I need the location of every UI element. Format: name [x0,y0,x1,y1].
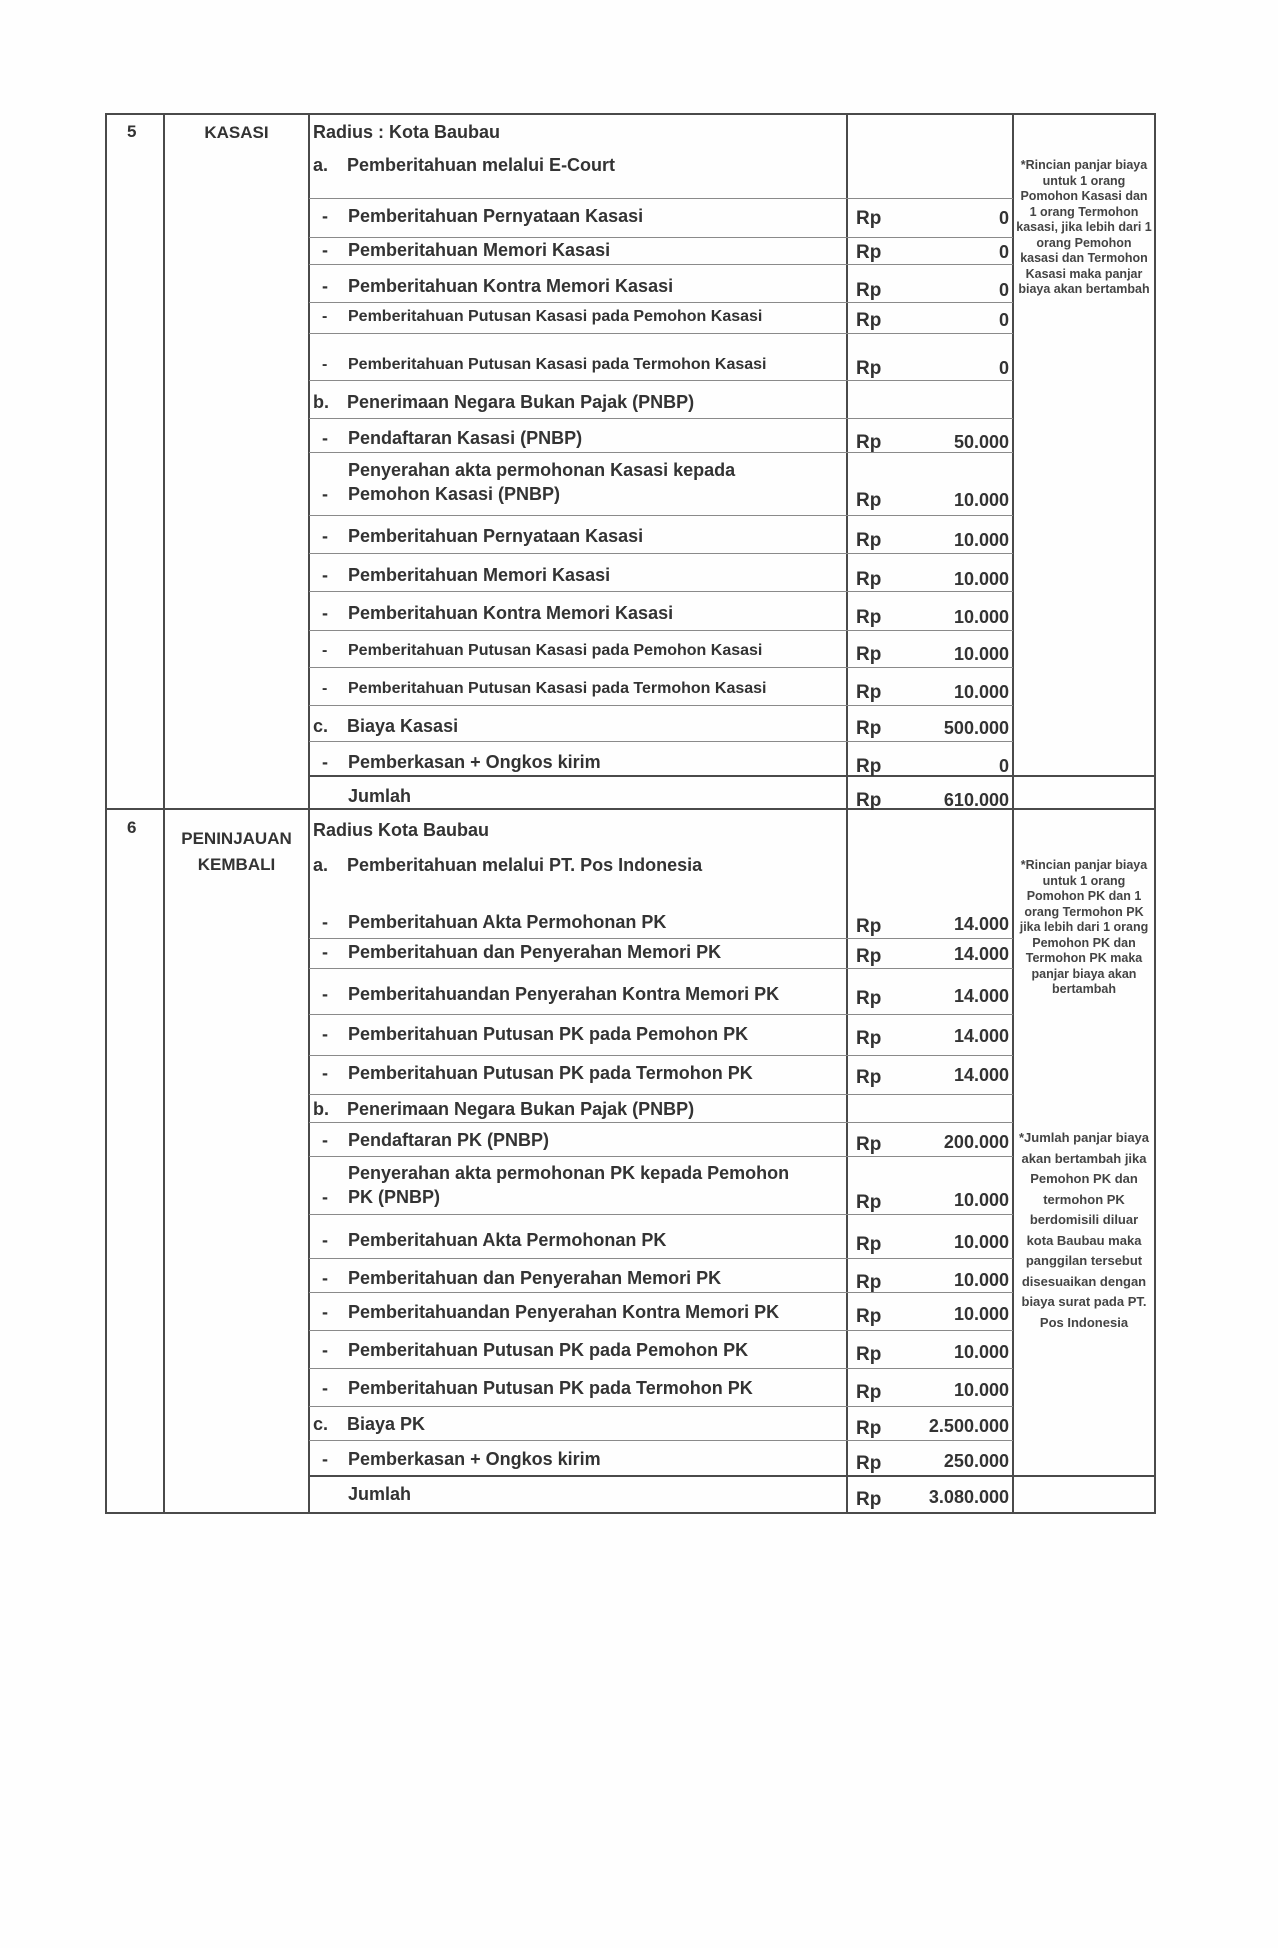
currency: Rp [856,1192,882,1213]
line-item: - Pemberitahuan Pernyataan Kasasi [322,206,644,226]
line-item: - Pemohon Kasasi (PNBP) [322,484,561,504]
row-divider [309,1014,1013,1015]
line-item: - Pemberitahuan Putusan PK pada Termohon PK [322,1063,753,1083]
note-text: *Rincian panjar biaya untuk 1 orang Pomohon Kasasi dan 1 orang Termohon kasasi, jika lebih dari 1 orang Pemohon kasasi dan Termohon Kasasi maka panjar biaya akan bertambah [1016,158,1152,296]
row-divider [309,1094,1013,1095]
currency: Rp [856,358,882,379]
row-divider [309,1214,1013,1215]
row-divider [309,1055,1013,1056]
category-label-line2: KEMBALI [197,855,276,874]
category-label: KASASI [204,123,269,142]
col-divider-item [846,113,848,1514]
total-currency: Rp [856,790,882,811]
amount: 0 [998,208,1009,228]
amount: 10.000 [953,1304,1009,1324]
amount: 14.000 [953,944,1009,964]
col-divider-no [163,113,165,1514]
line-item: - PK (PNBP) [322,1187,441,1207]
amount: 10.000 [953,1190,1009,1210]
amount: 0 [998,242,1009,262]
currency: Rp [856,208,882,229]
total-label: Jumlah [348,786,412,806]
row-divider [309,1440,1013,1441]
amount: 14.000 [953,986,1009,1006]
line-item: - Pendaftaran PK (PNBP) [322,1130,550,1150]
row-divider [309,1156,1013,1157]
row-divider [309,1122,1013,1123]
amount: 50.000 [953,432,1009,452]
line-item: - Pemberitahuan Putusan PK pada Pemohon PK [322,1340,749,1360]
line-item: - Pemberitahuan Putusan Kasasi pada Termohon Kasasi [322,680,767,697]
row-divider [309,741,1013,742]
amount: 200.000 [943,1132,1009,1152]
group-header: b. Penerimaan Negara Bukan Pajak (PNBP) [313,1099,695,1119]
line-item: - Pemberitahuan Akta Permohonan PK [322,912,667,932]
amount: 10.000 [953,1270,1009,1290]
row-divider [309,302,1013,303]
line-item-line1: Penyerahan akta permohonan Kasasi kepada [348,460,736,480]
radius-label: Radius Kota Baubau [313,820,490,840]
currency: Rp [856,1272,882,1293]
amount: 10.000 [953,682,1009,702]
table-border-right [1154,113,1156,1514]
radius-label: Radius : Kota Baubau [313,122,501,142]
line-item: - Pemberitahuan Akta Permohonan PK [322,1230,667,1250]
row-divider [309,1258,1013,1259]
row-divider [309,198,1013,199]
group-label: a. [313,155,329,175]
amount: 14.000 [953,914,1009,934]
row-divider [309,1330,1013,1331]
amount: 10.000 [953,607,1009,627]
line-item: - Pemberitahuan Kontra Memori Kasasi [322,603,674,623]
currency: Rp [856,310,882,331]
col-divider-amount [1012,113,1014,1514]
line-item: - Pemberitahuan dan Penyerahan Memori PK [322,942,722,962]
col-divider-category [308,113,310,1514]
category-label: PENINJAUAN [181,829,292,848]
line-item: - Pemberitahuan Putusan Kasasi pada Pemohon Kasasi [322,642,763,659]
group-header: c. Biaya Kasasi [313,716,459,736]
amount: 10.000 [953,490,1009,510]
line-item: - Pemberkasan + Ongkos kirim [322,1449,601,1469]
amount: 10.000 [953,530,1009,550]
currency: Rp [856,946,882,967]
row-divider [309,553,1013,554]
table-border-top [105,113,1156,115]
currency: Rp [856,1382,882,1403]
currency: Rp [856,242,882,263]
row-divider [309,380,1013,381]
currency: Rp [856,1453,882,1474]
row-divider [309,515,1013,516]
amount: 500.000 [943,718,1009,738]
group-header [313,155,615,176]
currency: Rp [856,607,882,628]
group-header: c. Biaya PK [313,1414,426,1434]
row-divider [309,591,1013,592]
currency: Rp [856,682,882,703]
total-amount: 610.000 [943,790,1009,810]
currency: Rp [856,1306,882,1327]
line-item: - Pemberitahuan Putusan PK pada Termohon PK [322,1378,753,1398]
amount: 0 [998,310,1009,330]
row-divider [309,418,1013,419]
row-divider [309,333,1013,334]
group-header: b. Penerimaan Negara Bukan Pajak (PNBP) [313,392,695,412]
row-divider [309,938,1013,939]
currency: Rp [856,1134,882,1155]
currency: Rp [856,280,882,301]
currency: Rp [856,1234,882,1255]
amount: 0 [998,756,1009,776]
line-item: - Pemberitahuan Kontra Memori Kasasi [322,276,674,296]
line-item: - Pemberitahuandan Penyerahan Kontra Memori PK [322,984,780,1004]
amount: 250.000 [943,1451,1009,1471]
group-header: a. Pemberitahuan melalui PT. Pos Indonesia [313,855,703,875]
note-text: *Rincian panjar biaya untuk 1 orang Pomohon PK dan 1 orang Termohon PK jika lebih dari 1 orang Pemohon PK dan Termohon PK maka panjar biaya akan bertambah [1019,858,1149,996]
row-divider [309,630,1013,631]
amount: 10.000 [953,1380,1009,1400]
currency: Rp [856,530,882,551]
table-border-bottom [105,1512,1156,1514]
row-divider [309,237,1013,238]
currency: Rp [856,756,882,777]
amount: 0 [998,280,1009,300]
amount: 10.000 [953,1232,1009,1252]
total-label: Jumlah [348,1484,412,1504]
amount: 10.000 [953,569,1009,589]
line-item: - Pemberitahuan Pernyataan Kasasi [322,526,644,546]
currency: Rp [856,644,882,665]
note-text: *Jumlah panjar biaya akan bertambah jika Pemohon PK dan termohon PK berdomisili diluar kota Baubau maka panggilan tersebut disesuaikan dengan biaya surat pada PT. Pos Indonesia [1018,1130,1150,1330]
row-divider [309,1406,1013,1407]
group-title: Pemberitahuan melalui E-Court [347,155,616,175]
total-amount: 3.080.000 [928,1487,1009,1507]
row-divider [309,1368,1013,1369]
amount: 14.000 [953,1026,1009,1046]
line-item: - Pemberkasan + Ongkos kirim [322,752,601,772]
total-divider [309,775,1156,777]
currency: Rp [856,490,882,511]
table-border-left [105,113,107,1514]
amount: 14.000 [953,1065,1009,1085]
line-item-line1: Penyerahan akta permohonan PK kepada Pemohon [348,1163,790,1183]
currency: Rp [856,988,882,1009]
row-divider [309,705,1013,706]
line-item: - Pendaftaran Kasasi (PNBP) [322,428,583,448]
row-divider [309,1292,1013,1293]
row-divider [309,264,1013,265]
currency: Rp [856,1028,882,1049]
currency: Rp [856,432,882,453]
currency: Rp [856,1418,882,1439]
line-item: - Pemberitahuandan Penyerahan Kontra Memori PK [322,1302,780,1322]
amount: 10.000 [953,644,1009,664]
currency: Rp [856,916,882,937]
line-item: - Pemberitahuan Memori Kasasi [322,240,611,260]
amount: 10.000 [953,1342,1009,1362]
line-item: - Pemberitahuan Memori Kasasi [322,565,611,585]
currency: Rp [856,1344,882,1365]
line-item: - Pemberitahuan Putusan PK pada Pemohon PK [322,1024,749,1044]
currency: Rp [856,1067,882,1088]
line-item: - Pemberitahuan dan Penyerahan Memori PK [322,1268,722,1288]
line-item: - Pemberitahuan Putusan Kasasi pada Pemohon Kasasi [322,308,763,325]
total-divider [309,1475,1156,1477]
row-divider [309,667,1013,668]
row-divider [309,968,1013,969]
amount: 0 [998,358,1009,378]
row-number: 6 [127,818,137,837]
amount: 2.500.000 [928,1416,1009,1436]
currency: Rp [856,569,882,590]
row-number: 5 [127,122,137,141]
currency: Rp [856,718,882,739]
total-currency: Rp [856,1489,882,1510]
line-item: - Pemberitahuan Putusan Kasasi pada Termohon Kasasi [322,356,767,373]
